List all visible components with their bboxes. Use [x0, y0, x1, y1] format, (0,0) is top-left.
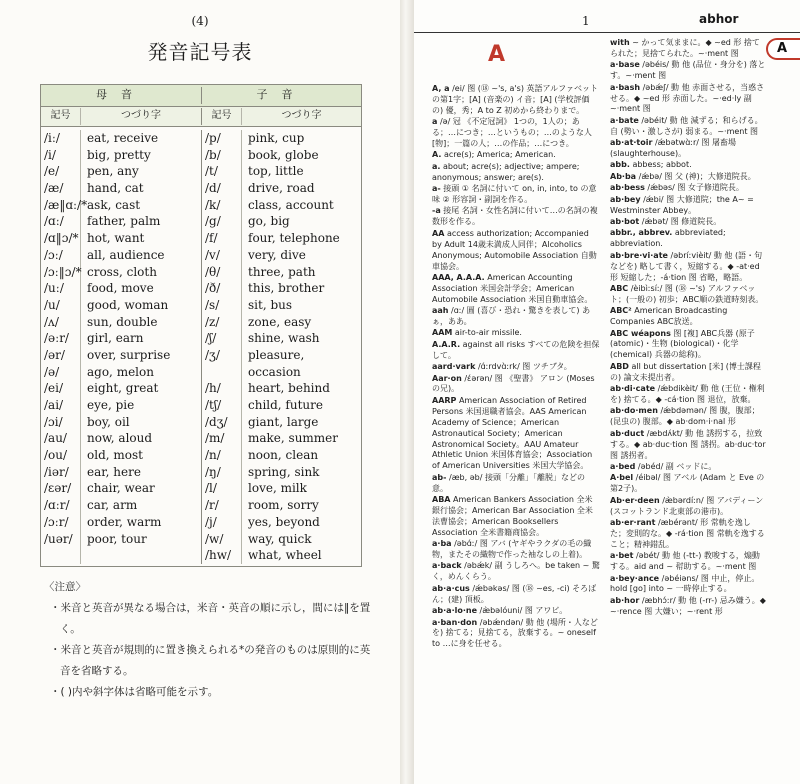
entry-definition: /ǽbə/ 图 父 (神)；大修道院長。 [638, 171, 756, 181]
entry-headword[interactable]: A. [432, 150, 442, 160]
phonetic-symbol: /s/ [205, 297, 220, 312]
dictionary-entry [610, 362, 766, 384]
dictionary-entry [610, 60, 766, 82]
example-words: now, aloud [87, 431, 153, 446]
dictionary-entry [432, 473, 600, 495]
dictionary-entry [432, 273, 600, 306]
dictionary-entry [610, 518, 766, 551]
entry-headword[interactable]: a [432, 117, 438, 127]
entry-headword[interactable]: A, a [432, 84, 450, 93]
note-item: ・米音と英音が規則的に置き換えられる*の発音のものは原則的に英音を省略する。 [50, 644, 371, 677]
entry-definition: /əbéd/ 副 ベッドに。 [637, 461, 717, 471]
example-words: cross, cloth [87, 264, 157, 279]
example-words: poor, tour [87, 531, 147, 546]
example-words: old, most [87, 448, 143, 463]
phonetic-symbol: /æ‖ɑː/* [44, 197, 88, 212]
phonetic-symbol: /ʃ/ [205, 331, 217, 346]
book-gutter [400, 0, 414, 784]
phonetic-symbol: /m/ [205, 431, 225, 446]
dictionary-entry [610, 217, 766, 228]
phonetic-symbol: /dʒ/ [205, 414, 228, 429]
example-words: occasion [248, 364, 301, 379]
entry-definition: /æbdʌ́kt/ 動 他 誘拐する，拉致する。◆ ab·duc·tion 图 誘拐。ab·duc·tor 图 誘拐者。 [610, 428, 766, 460]
dictionary-entry [432, 306, 600, 328]
example-words: ask, cast [87, 197, 141, 212]
dictionary-entry [432, 117, 600, 150]
entry-definition: /ǽbəkəs/ 图 (⑱ ~es, -ci) そろばん；(建) 頂板。 [432, 583, 597, 604]
dictionary-entry [610, 116, 766, 138]
entry-definition: /əbéis/ 動 他 (品位・身分を) 落とす。~·ment 图 [610, 60, 766, 81]
page-number: (4) [191, 14, 209, 28]
guide-word: abhor [699, 12, 739, 26]
entry-headword[interactable]: A.A.R. [432, 339, 461, 349]
entry-headword[interactable]: ab·hor [610, 595, 640, 605]
right-page [414, 0, 800, 784]
pronunciation-table [40, 84, 362, 567]
dictionary-entry [610, 251, 766, 284]
entry-headword[interactable]: abbr., abbrev. [610, 228, 673, 238]
entry-definition: /əbǽndən/ 動 他 (場所・人などを) 捨てる；見捨てる，放棄する。~ oneself to …に身を任せる。 [432, 617, 598, 649]
entry-headword[interactable]: a·bet [610, 551, 634, 561]
phonetic-symbol: /ou/ [44, 448, 68, 463]
section-letter: A [488, 42, 506, 67]
phonetic-symbol: /r/ [205, 498, 219, 513]
dictionary-entry [610, 38, 766, 60]
entry-headword[interactable]: a·bash [610, 82, 641, 92]
dictionary-entry [610, 306, 766, 328]
entry-definition: /éibəl/ 图 アベル (Adam と Eve の第2子)。 [610, 473, 765, 494]
example-words: go, big [248, 214, 290, 229]
entry-definition: American Broadcasting Companies ABC放送。 [610, 306, 728, 327]
example-words: ago, melon [87, 364, 154, 379]
phonetic-symbol: /u/ [44, 297, 60, 312]
entry-headword[interactable]: ab·duct [610, 428, 645, 438]
dictionary-entry [610, 406, 766, 428]
entry-definition: ~ かって気ままに。◆ ~ed 形 捨てられた；見捨てられた。~·ment 图 [610, 38, 760, 58]
entry-definition: all but dissertation [米] (博士課程の) 論文未提出者。 [610, 361, 761, 382]
dictionary-entry [432, 340, 600, 362]
phonetic-symbol: /w/ [205, 531, 224, 546]
vowels-header: 母音 [41, 87, 202, 104]
symbol-header: 記号 [41, 108, 81, 125]
entry-headword[interactable]: ab·bot [610, 217, 640, 226]
entry-headword[interactable]: with [610, 38, 630, 47]
entry-definition: /ǽbət/ 图 修道院長。 [641, 217, 722, 226]
example-words: pleasure, [248, 347, 305, 362]
phonetic-symbol: /ei/ [44, 381, 64, 396]
note-item: ・米音と英音が異なる場合は，米音・英音の順に示し，間には‖を置く。 [50, 602, 371, 635]
example-words: food, move [87, 281, 154, 296]
phonetic-symbol: /tʃ/ [205, 398, 222, 412]
entry-definition: against all risks すべての危険を担保して。 [432, 339, 600, 360]
consonant-word-column [242, 130, 363, 564]
entry-headword[interactable]: ab- [432, 472, 447, 482]
entry-definition: abbreviated; abbreviation. [610, 228, 726, 249]
example-words: noon, clean [248, 448, 319, 463]
phonetic-symbol: /hw/ [205, 548, 232, 563]
example-words: sit, bus [248, 297, 293, 312]
entry-definition: /ǽbdəmən/ 图 腹，腹部；(昆虫の) 腹部。◆ ab·dom·i·nal 形 [610, 406, 760, 427]
entry-definition: American Association of Retired Persons 米国退職者協会。AAS American Academy of Science；American Astronautical Society；American Astronomical Society。AAU Amateur Athletic Union 米国体育協会；Association of American Universities 米国大学協会。 [432, 395, 593, 471]
example-words: car, arm [87, 498, 138, 513]
dictionary-entry [432, 362, 600, 373]
entry-headword[interactable]: AAM [432, 328, 453, 338]
example-words: giant, large [248, 414, 319, 429]
entry-definition: /ə/ 冠 《不定冠詞》 1つの，1人の；ある；…につき；…というもの；…のような人 [物]；一篇の人；…の作品；…につき。 [432, 117, 592, 149]
entry-headword[interactable]: ABD [610, 361, 629, 371]
entry-headword[interactable]: -a [432, 206, 441, 216]
thumb-index-tab[interactable]: A [766, 38, 800, 60]
entry-definition: /ǽbi/ 图 大修道院；the A~ = Westminster Abbey。 [610, 194, 754, 215]
dictionary-entry [610, 195, 766, 217]
phonetic-symbol: /l/ [205, 481, 217, 496]
dictionary-entry [610, 551, 766, 573]
table-column-header [41, 107, 361, 127]
example-words: order, warm [87, 514, 162, 529]
phonetic-symbol: /h/ [205, 381, 221, 396]
phonetic-symbol: /e/ [44, 164, 60, 179]
note-item: ・( )内や斜字体は省略可能を示す。 [50, 686, 219, 698]
page-title: 発音記号表 [147, 40, 253, 64]
entry-headword[interactable]: ab·a·lo·ne [432, 606, 477, 616]
phonetic-symbol: /ər/ [44, 347, 65, 362]
example-words: big, pretty [87, 147, 151, 162]
phonetic-symbol: /k/ [205, 197, 221, 212]
dictionary-entry [610, 228, 766, 250]
entry-definition: abbess; abbot. [632, 160, 692, 170]
phonetic-symbol: /ʒ/ [205, 347, 220, 362]
entry-definition: /æb, əb/ 接頭「分離」「離脱」などの意。 [432, 472, 585, 493]
entry-definition: American Bankers Association 全米銀行協会；American Bar Association 全米法曹協会；American Booksellers Association 全米書籍商協会。 [432, 495, 593, 537]
phonetic-symbol: /ai/ [44, 398, 64, 412]
entry-definition: American Accounting Association 米国会計学会；American Automobile Association 米国自動車協会。 [432, 272, 593, 304]
entry-definition: 接尾 名詞・女性名詞に付いて…の名詞の複数形を作る。 [432, 206, 598, 227]
dictionary-entry [610, 183, 766, 194]
example-words: yes, beyond [248, 514, 320, 529]
entry-definition: /ɑː/ 圓 (喜び・恐れ・驚きを表して) あぁ，ああ。 [432, 306, 591, 327]
page-number: 1 [582, 14, 590, 28]
vowel-symbol-column [41, 130, 88, 564]
entry-headword[interactable]: Aar·on [432, 373, 462, 383]
dictionary-entry [610, 329, 766, 362]
notes-section [44, 577, 378, 703]
entry-definition: about; acre(s); adjective; ampere; anonymous; answer; are(s). [432, 161, 580, 182]
entry-headword[interactable]: ab·do·men [610, 406, 658, 416]
entry-headword[interactable]: a- [432, 184, 441, 194]
phonetic-symbol: /p/ [205, 131, 221, 145]
example-words: love, milk [248, 481, 307, 496]
dictionary-entry [432, 229, 600, 273]
example-words: chair, wear [87, 481, 155, 496]
entry-headword[interactable]: a·ban·don [432, 617, 478, 627]
example-words: make, summer [248, 431, 339, 446]
entry-headword[interactable]: a·bey·ance [610, 573, 660, 583]
entry-headword[interactable]: AAA, A.A.A. [432, 272, 485, 282]
entry-headword[interactable]: aard·vark [432, 362, 476, 372]
example-words: top, little [248, 164, 304, 179]
entry-headword[interactable]: a·base [610, 60, 640, 70]
dictionary-entry [432, 396, 600, 472]
dictionary-entry [610, 160, 766, 171]
entry-definition: /ǽbəs/ 图 女子修道院長。 [647, 183, 744, 193]
spelling-header: つづり字 [81, 108, 202, 125]
entry-definition: /ɑ́ːrdvɑ̀ːrk/ 图 ツチブタ。 [477, 362, 572, 372]
example-words: girl, earn [87, 331, 144, 346]
entry-definition: /æbhɔ́ːr/ 動 他 (-rr-) 忌み嫌う。◆ ~·rence 图 大嫌い；~·rent 形 [610, 595, 766, 616]
entry-definition: /əbǽk/ 副 うしろへ。be taken ~ 驚く，めんくらう。 [432, 561, 600, 582]
example-words: good, woman [87, 297, 169, 312]
phonetic-symbol: /ɔː/ [44, 247, 63, 262]
phonetic-symbol: /z/ [205, 314, 220, 329]
entry-definition: /əbéit/ 動 他 減ずる；和らげる。自 (勢い・激しさが) 弱まる。~·ment 图 [610, 115, 763, 136]
example-words: ear, here [87, 464, 141, 479]
entry-headword[interactable]: AA [432, 228, 445, 238]
entry-definition: /æbérənt/ 形 常軌を逸した；変則的な。◆ -rá·tion 图 常軌を逸すること；精神錯乱。 [610, 517, 765, 549]
spelling-header: つづり字 [281, 110, 322, 122]
dictionary-entry [432, 495, 600, 539]
example-words: shine, wash [248, 331, 320, 346]
table-group-header [41, 85, 361, 107]
example-words: eye, pie [87, 398, 135, 412]
phonetic-symbol: /iər/ [44, 464, 69, 479]
example-words: pink, cup [248, 131, 305, 145]
example-words: hand, cat [87, 181, 144, 196]
entry-definition: 接頭 ① 名詞に付いて on, in, into, to の意味 ② 形容詞・副詞を作る。 [432, 184, 597, 205]
phonetic-symbol [205, 364, 241, 381]
entry-definition: /ɛ́ərən/ 图 《聖書》 アロン (Mosesの兄)。 [432, 373, 595, 394]
phonetic-symbol: /uː/ [44, 281, 64, 296]
example-words: what, wheel [248, 548, 322, 563]
dictionary-entry [432, 618, 600, 651]
table-body [41, 127, 361, 566]
phonetic-symbol: /ɔːr/ [44, 514, 69, 529]
example-words: all, audience [87, 247, 165, 262]
entry-definition: /æ̀bərdíːn/ 图 アバディーン (スコットランド北東部の港市)。 [610, 495, 764, 516]
entry-headword[interactable]: ab·a·cus [432, 583, 470, 593]
phonetic-symbol: /t/ [205, 164, 218, 179]
dictionary-entry [432, 84, 600, 117]
dictionary-entry [610, 83, 766, 116]
phonetic-symbol: /f/ [205, 231, 218, 246]
example-words: eight, great [87, 381, 159, 396]
entry-headword[interactable]: aah [432, 306, 449, 316]
dictionary-entry [432, 206, 600, 228]
entry-definition: 图 [複] ABC兵器 (原子 (atomic)・生物 (biological)・化学 (chemical) 兵器の総称)。 [610, 328, 755, 360]
example-words: child, future [248, 398, 323, 412]
entry-headword[interactable]: ab·bey [610, 194, 641, 204]
example-words: three, path [248, 264, 316, 279]
entry-headword[interactable]: Ab·er·deen [610, 495, 660, 505]
phonetic-symbol: /ɑ‖ɔ/* [44, 231, 79, 246]
phonetic-symbol: /æ/ [44, 181, 64, 196]
entry-definition: /əbríːvièit/ 動 他 (語・句などを) 略して書く，短縮する。◆ -at·ed 形 短縮した；-á·tion 图 省略，略語。 [610, 250, 763, 282]
entry-definition: acre(s); America; American. [443, 150, 556, 160]
entry-definition: /əbéiəns/ 图 中止，停止。hold [go] into ~ 一時停止する。 [610, 573, 760, 594]
phonetic-symbol: /g/ [205, 214, 221, 229]
example-words: spring, sink [248, 464, 320, 479]
entry-headword[interactable]: ab·er·rant [610, 517, 656, 527]
example-words: drive, road [248, 181, 315, 196]
entry-definition: /ǽbdikèit/ 動 他 (王位・権利を) 捨てる。◆ -cá·tion 图 退位，放棄。 [610, 384, 765, 404]
entry-definition: /ei/ 图 (⑱ ~'s, a's) 英語アルファベットの第1字；[A] (音楽の) イ音；[A] (学校評価の) 優，秀；A to Z 初めから終わりまで。 [432, 84, 599, 115]
example-words: very, dive [248, 247, 306, 262]
example-words: four, telephone [248, 231, 340, 246]
phonetic-symbol: /n/ [205, 448, 221, 463]
dictionary-column-1 [432, 84, 600, 651]
consonant-symbol-column [202, 130, 242, 564]
dictionary-entry [610, 462, 766, 473]
entry-headword[interactable]: a·bate [610, 115, 639, 125]
example-words: way, quick [248, 531, 312, 546]
dictionary-entry [432, 328, 600, 339]
phonetic-symbol: /ɔi/ [44, 414, 63, 429]
entry-definition: /ǽbətwɑ̀ːr/ 图 屠畜場 (slaughterhouse)。 [610, 138, 737, 159]
phonetic-symbol: /j/ [205, 514, 217, 529]
entry-headword[interactable]: ABC [610, 283, 629, 293]
notes-heading: 〈注意〉 [44, 581, 86, 593]
example-words: eat, receive [87, 131, 159, 145]
vowel-word-column [81, 130, 201, 564]
entry-headword[interactable]: ABA [432, 495, 451, 505]
example-words: room, sorry [248, 498, 319, 513]
entry-headword[interactable]: AARP [432, 395, 457, 405]
consonants-header: 子音 [256, 88, 307, 102]
example-words: hot, want [87, 231, 145, 246]
phonetic-symbol: /ɑːr/ [44, 498, 70, 513]
phonetic-symbol: /iː/ [44, 131, 60, 145]
dictionary-entry [432, 539, 600, 561]
example-words: class, account [248, 197, 334, 212]
entry-headword[interactable]: ab·di·cate [610, 384, 656, 394]
entry-definition: air-to-air missile. [454, 328, 522, 338]
phonetic-symbol: /ɑː/ [44, 214, 64, 229]
phonetic-symbol: /i/ [44, 147, 56, 162]
dictionary-entry [610, 429, 766, 462]
example-words: father, palm [87, 214, 161, 229]
entry-headword[interactable]: ab·bre·vi·ate [610, 250, 668, 260]
dictionary-entry [610, 138, 766, 160]
entry-headword[interactable]: a·back [432, 561, 462, 571]
phonetic-symbol: /b/ [205, 147, 221, 162]
entry-headword[interactable]: A·bel [610, 473, 634, 483]
entry-headword[interactable]: a·bed [610, 461, 636, 471]
entry-headword[interactable]: ABC wéapons [610, 328, 671, 338]
dictionary-entry [610, 574, 766, 596]
dictionary-entry [432, 584, 600, 606]
phonetic-symbol: /əːr/ [44, 331, 69, 346]
dictionary-entry [610, 473, 766, 495]
entry-headword[interactable]: Ab·ba [610, 171, 637, 181]
dictionary-entry [610, 596, 766, 618]
entry-headword[interactable]: abb. [610, 160, 630, 170]
phonetic-symbol: /θ/ [205, 264, 221, 279]
phonetic-symbol: /ɔː‖ɔ/* [44, 264, 82, 279]
example-words: heart, behind [248, 381, 330, 396]
example-words: this, brother [248, 281, 325, 296]
entry-headword[interactable]: a. [432, 161, 441, 171]
consonant-columns [202, 130, 363, 564]
phonetic-symbol: /ð/ [205, 281, 221, 296]
entry-headword[interactable]: ab·bess [610, 183, 645, 193]
example-words: pen, any [87, 164, 139, 179]
entry-headword[interactable]: a·ba [432, 539, 452, 549]
dictionary-entry [432, 606, 600, 617]
dictionary-entry [432, 374, 600, 396]
phonetic-symbol: /ʌ/ [44, 314, 59, 329]
symbol-header: 記号 [202, 108, 242, 125]
example-words: boy, oil [87, 414, 130, 429]
entry-headword[interactable]: ABC² [610, 306, 632, 316]
example-words: over, surprise [87, 347, 171, 362]
phonetic-symbol: /ə/ [44, 364, 60, 379]
dictionary-column-2 [610, 38, 766, 618]
dictionary-entry [610, 496, 766, 518]
phonetic-symbol: /v/ [205, 247, 220, 262]
dictionary-entry [610, 284, 766, 306]
example-words: sun, double [87, 314, 158, 329]
dictionary-entry [432, 150, 600, 161]
entry-definition: /əbét/ 動 他 (-tt-) 教唆する，煽動する。aid and ~ 幇助する。~·ment 图 [610, 551, 760, 572]
entry-definition: /æ̀bəlóuni/ 图 アワビ。 [479, 606, 568, 616]
example-words: book, globe [248, 147, 319, 162]
phonetic-symbol: /au/ [44, 431, 67, 446]
entry-definition: /èibìːsíː/ 图 (⑱ ~'s) アルファベット；(一般の) 初歩；ABC順の鉄道時刻表。 [610, 283, 764, 304]
dictionary-entry [432, 162, 600, 184]
dictionary-entry [610, 172, 766, 183]
example-words: zone, easy [248, 314, 312, 329]
vowel-columns [41, 130, 202, 564]
entry-headword[interactable]: ab·at·toir [610, 138, 653, 148]
phonetic-symbol: /d/ [205, 181, 221, 196]
header-rule [414, 32, 800, 33]
phonetic-symbol: /ɛər/ [44, 481, 72, 496]
entry-definition: /əbɑ́ː/ 图 アバ (ヤギやラクダの毛の織物，またその織物で作った袖なしの上着)。 [432, 539, 592, 560]
phonetic-symbol: /uər/ [44, 531, 73, 546]
dictionary-entry [432, 561, 600, 583]
dictionary-entry [432, 184, 600, 206]
dictionary-entry [610, 384, 766, 406]
entry-definition: /əbǽʃ/ 動 他 赤面させる，当惑させる。◆ ~ed 形 赤面した。~·ed·ly 副 ~·ment 图 [610, 82, 765, 114]
entry-definition: access authorization; Accompanied by Adult 14歳未満成人同伴；Alcoholics Anonymous; Automobile Association 自動車協会。 [432, 228, 597, 271]
phonetic-symbol: /ŋ/ [205, 464, 221, 479]
